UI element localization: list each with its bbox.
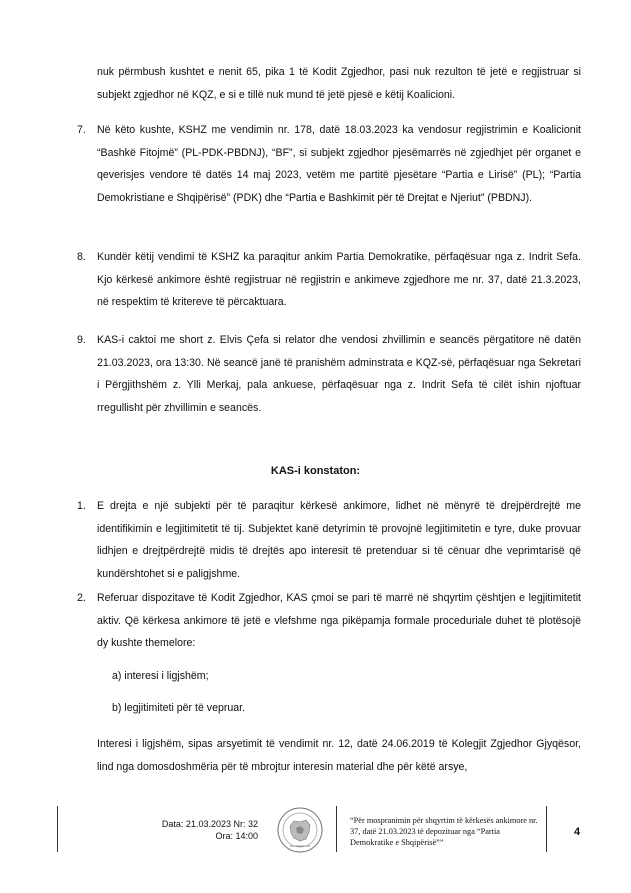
paragraph-9: KAS-i caktoi me short z. Elvis Çefa si relator dhe vendosi zhvillimin e seancës përgatitore në datën 21.03.2023, ora 13:30. Në seancë janë të pranishëm adminstrata e KQZ-së, përfaqësuar nga Sekretari i Përgjithshëm z. Ylli Merkaj, pala ankuese, përfaqësuar nga z. Indrit Sefa të cilët ishin njoftuar rregullisht për zhvillimin e seancës. [97, 334, 581, 414]
paragraph-8: Kundër këtij vendimi të KSHZ ka paraqitur ankim Partia Demokratike, përfaqësuar nga z. Indrit Sefa. Kjo kërkesë ankimore është regjistruar në regjistrin e ankimeve zgjedhore me nr. 37, datë 21.3.2023, në respektim të kritereve të përcaktuara. [97, 251, 581, 309]
finding-2: Referuar dispozitave të Kodit Zgjedhor, KAS çmoi se pari të marrë në shqyrtim çështjen e legjitimitetit aktiv. Që kërkesa ankimore të jetë e vlefshme nga pikëpamja formale proceduriale duhet të plotësojë dy kushte themelore: [97, 592, 581, 650]
paragraph-7: Në këto kushte, KSHZ me vendimin nr. 178, datë 18.03.2023 ka vendosur regjistrimin e Koalicionit “Bashkë Fitojmë” (PL-PDK-PBDNJ), “BF”, si subjekt zgjedhor pjesëmarrës në zgjedhjet për organet e qeverisjes vendore të datës 14 maj 2023, vetëm me partitë pjesëtare “Partia e Lirisë” (PL); “Partia Demokristiane e Shqipërisë” (PDK) dhe “Partia e Bashkimit për të Drejtat e Njeriut” (PBDNJ). [97, 124, 581, 204]
sub-item-b: b) legjitimiteti për të vepruar. [112, 702, 246, 714]
finding-2-number: 2. [77, 592, 86, 604]
footer-date: Data: 21.03.2023 Nr: 32 [161, 819, 258, 829]
footer-divider-middle [336, 806, 337, 852]
finding-2-continuation: Interesi i ligjshëm, sipas arsyetimit të vendimit nr. 12, datë 24.06.2019 të Kolegjit Zgjedhor Gjyqësor, lind nga domosdoshmëria për të mbrojtur interesin material dhe për këtë arsye, [97, 738, 581, 773]
finding-1-number: 1. [77, 500, 86, 512]
sub-item-a: a) interesi i ligjshëm; [112, 670, 209, 682]
section-heading: KAS-i konstaton: [270, 465, 361, 477]
footer-divider-left [57, 806, 58, 852]
paragraph-9-number: 9. [77, 334, 86, 346]
paragraph-7-number: 7. [77, 124, 86, 136]
page-number: 4 [574, 826, 581, 838]
footer-date-block [130, 818, 258, 842]
kqz-seal-icon [276, 806, 324, 859]
finding-1: E drejta e një subjekti për të paraqitur kërkesë ankimore, lidhet në mënyrë të drejpërdrejtë me identifikimin e legjitimitetit të tij. Subjektet kanë detyrimin të provojnë legjitimitetin e tyre, duke provuar lidhjen e drejtpërdrejtë midis të drejtës apo interesit të pretenduar si të cënuar dhe veprimtarisë që kundërshtohet si e paligjshme. [97, 500, 581, 580]
footer-divider-right [546, 806, 547, 852]
paragraph-6-continuation: nuk përmbush kushtet e nenit 65, pika 1 të Kodit Zgjedhor, pasi nuk rezulton të jetë e regjistruar si subjekt zgjedhor në KQZ, e si e tillë nuk mund të jetë pjesë e këtij Koalicioni. [97, 66, 581, 101]
footer-document-title: “Për mospranimin për shqyrtim të kërkesës ankimore nr. 37, datë 21.03.2023 të depozituar nga “Partia Demokratike e Shqipërisë”” [350, 816, 538, 847]
footer-time: Ora: 14:00 [215, 831, 258, 841]
paragraph-8-number: 8. [77, 251, 86, 263]
